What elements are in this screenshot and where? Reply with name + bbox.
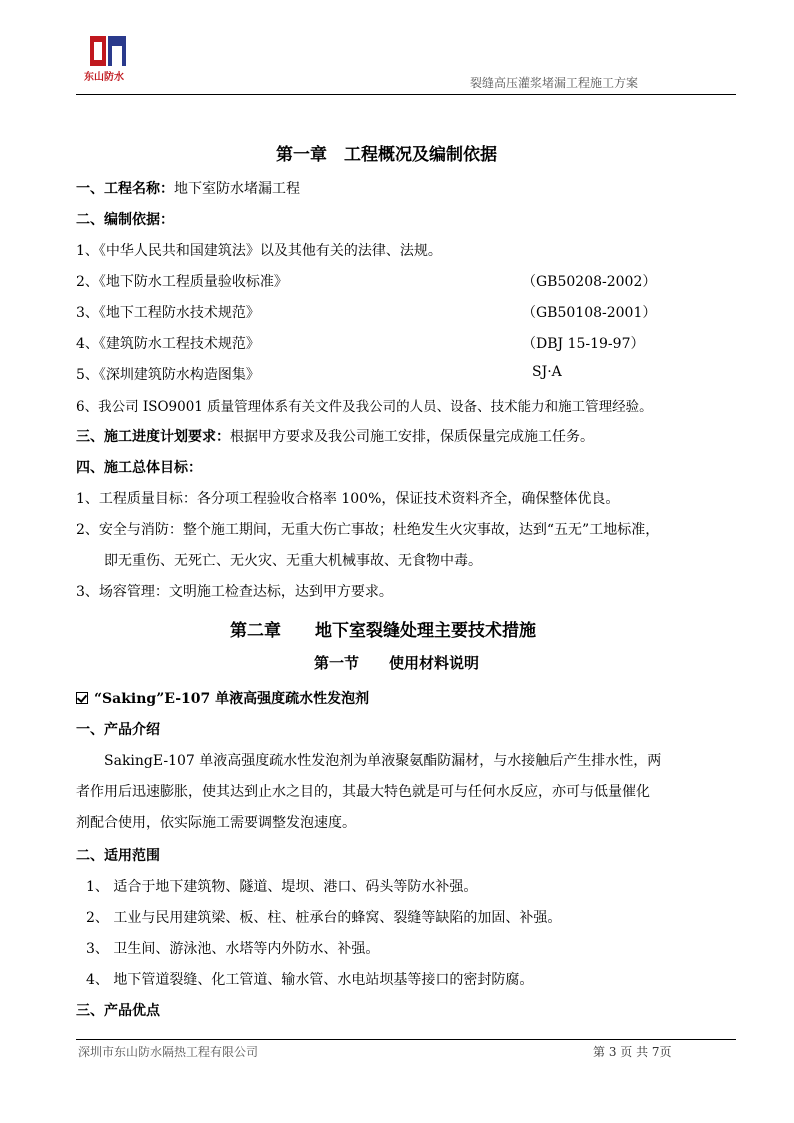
goal-item: 2、安全与消防：整个施工期间，无重大伤亡事故；杜绝发生火灾事故，达到“五无”工地标准， [76, 522, 660, 538]
goal-item: 3、场容管理：文明施工检查达标，达到甲方要求。 [76, 584, 393, 600]
reference-item: 4、《建筑防水工程技术规范》 [76, 336, 260, 352]
section-label: 一、工程名称： [76, 181, 174, 197]
reference-item: 2、《地下防水工程质量验收标准》 [76, 274, 288, 290]
header-divider [76, 94, 736, 95]
section-basis-label: 二、编制依据： [76, 212, 174, 228]
logo-text: 东山防水 [84, 72, 124, 83]
scope-item: 3、 卫生间、游泳池、水塔等内外防水、补强。 [86, 941, 380, 957]
page-number: 第 3 页 共 7页 [593, 1045, 672, 1059]
scope-item: 1、 适合于地下建筑物、隧道、堤坝、港口、码头等防水补强。 [86, 879, 478, 895]
project-name-value: 地下室防水堵漏工程 [174, 181, 300, 197]
scope-label: 二、适用范围 [76, 848, 160, 864]
section-title: 第一节 使用材料说明 [314, 654, 480, 672]
goal-item: 1、工程质量目标：各分项工程验收合格率 100%，保证技术资料齐全，确保整体优良。 [76, 491, 620, 507]
intro-paragraph-line: SakingE-107 单液高强度疏水性发泡剂为单液聚氨酯防漏材，与水接触后产生排水性，两 [104, 753, 662, 769]
reference-item: 6、我公司 ISO9001 质量管理体系有关文件及我公司的人员、设备、技术能力和施工管理经验。 [76, 399, 653, 415]
intro-paragraph-line: 剂配合使用，依实际施工需要调整发泡速度。 [76, 815, 356, 831]
reference-code: （GB50108-2001） [522, 305, 657, 321]
intro-paragraph-line: 者作用后迅速膨胀，使其达到止水之目的，其最大特色就是可与任何水反应，亦可与低量催化 [76, 784, 650, 800]
schedule-value: 根据甲方要求及我公司施工安排，保质保量完成施工任务。 [230, 429, 594, 445]
reference-item: 1、《中华人民共和国建筑法》以及其他有关的法律、法规。 [76, 243, 442, 259]
document-header-title: 裂缝高压灌浆堵漏工程施工方案 [470, 76, 639, 90]
company-logo [86, 32, 132, 84]
chapter2-title: 第二章 地下室裂缝处理主要技术措施 [230, 621, 536, 641]
chapter1-title: 第一章 工程概况及编制依据 [276, 145, 497, 165]
intro-label: 一、产品介绍 [76, 722, 160, 738]
reference-code: （DBJ 15-19-97） [522, 336, 645, 352]
footer-divider [76, 1039, 736, 1040]
product-title [76, 688, 369, 708]
section-label: 三、施工进度计划要求： [76, 429, 230, 445]
checkbox-checked-icon [76, 692, 88, 704]
section-schedule [76, 426, 594, 446]
reference-item: 5、《深圳建筑防水构造图集》 [76, 367, 260, 383]
product-title-text: “Saking”E-107 单液高强度疏水性发泡剂 [94, 691, 370, 707]
scope-item: 2、 工业与民用建筑梁、板、柱、桩承台的蜂窝、裂缝等缺陷的加固、补强。 [86, 910, 562, 926]
scope-item: 4、 地下管道裂缝、化工管道、输水管、水电站坝基等接口的密封防腐。 [86, 972, 534, 988]
reference-code: SJ·A [532, 364, 562, 380]
goal-item-continued: 即无重伤、无死亡、无火灾、无重大机械事故、无食物中毒。 [104, 553, 482, 569]
section-project-name [76, 178, 300, 198]
reference-code: （GB50208-2002） [522, 274, 657, 290]
footer-company: 深圳市东山防水隔热工程有限公司 [78, 1045, 259, 1059]
reference-item: 3、《地下工程防水技术规范》 [76, 305, 260, 321]
advantages-label: 三、产品优点 [76, 1003, 160, 1019]
section-goals-label: 四、施工总体目标： [76, 460, 202, 476]
